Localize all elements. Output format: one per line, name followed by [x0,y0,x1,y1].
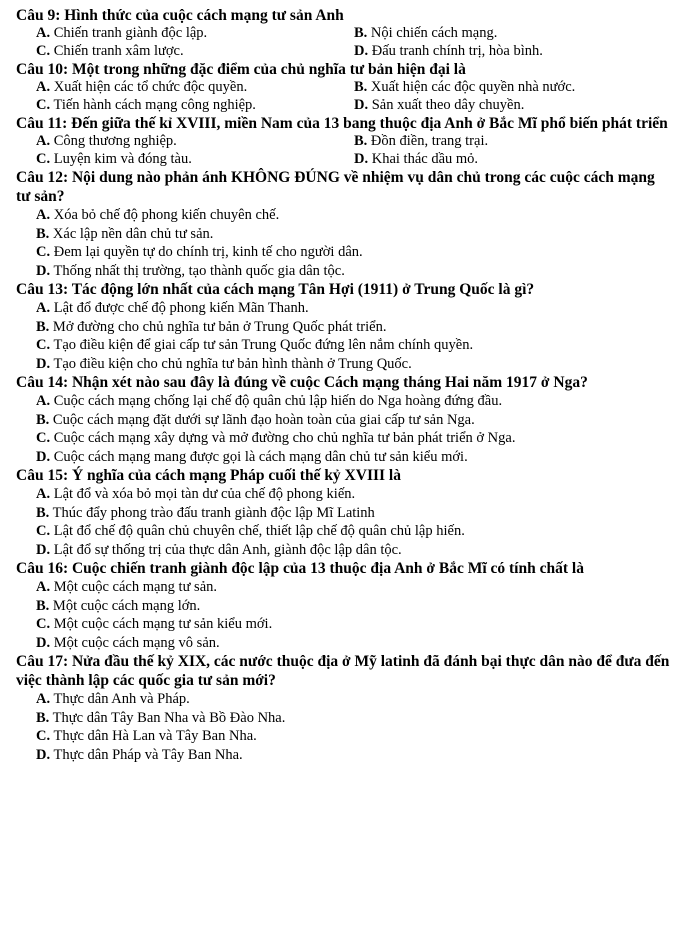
option-text: Lật đổ và xóa bỏ mọi tàn dư của chế độ phong kiến. [53,486,356,502]
question-title [16,280,672,299]
option-c [16,243,672,262]
option-label: C. [36,42,51,59]
option-c [36,97,354,115]
option-label: B. [36,504,50,521]
options-row [16,133,672,151]
option-text: Thực dân Anh và Pháp. [53,691,190,707]
option-label: D. [36,634,51,651]
option-text: Nội chiến cách mạng. [370,25,498,41]
option-label: A. [36,486,51,502]
question-number: Câu 13: [16,281,69,298]
option-c [16,336,672,355]
option-c [36,43,354,61]
question-number: Câu 12: [16,169,69,186]
option-label: C. [36,337,51,353]
option-a [16,578,672,597]
option-label: B. [36,709,50,726]
option-d [16,634,672,653]
option-text: Lật đổ chế độ quân chủ chuyên chế, thiết lập chế độ quân chủ lập hiến. [53,523,465,539]
question-text: Nửa đầu thế kỷ XIX, các nước thuộc địa ở Mỹ latinh đã đánh bại thực dân nào để đưa đến việc thành lập các quốc gia tư sản mới? [16,653,670,689]
option-label: A. [36,300,51,316]
question-number: Câu 15: [16,467,69,484]
question-text: Một trong những đặc điểm của chủ nghĩa tư bản hiện đại là [71,61,466,78]
option-text: Đồn điền, trang trại. [370,133,489,149]
option-a [36,25,354,43]
question-title [16,114,672,133]
option-text: Xác lập nền dân chủ tư sản. [52,225,214,242]
option-d [354,151,672,169]
option-label: C. [36,728,51,744]
option-c [16,615,672,634]
option-label: A. [36,691,51,707]
option-label: D. [36,541,51,558]
option-text: Luyện kim và đóng tàu. [53,150,192,167]
option-label: A. [36,25,51,41]
option-text: Công thương nghiệp. [53,133,177,149]
option-text: Một cuộc cách mạng lớn. [52,597,201,614]
question-13 [16,280,672,373]
option-text: Một cuộc cách mạng vô sản. [53,634,220,651]
question-title [16,652,672,690]
option-text: Sản xuất theo dây chuyền. [371,96,525,113]
option-label: B. [354,79,368,95]
option-a [36,79,354,97]
option-text: Chiến tranh giành độc lập. [53,25,208,41]
options-row [16,43,672,61]
option-text: Cuộc cách mạng đặt dưới sự lãnh đạo hoàn toàn của giai cấp tư sản Nga. [52,411,475,428]
option-d [354,43,672,61]
option-d [16,541,672,560]
option-b [16,709,672,728]
option-a [16,392,672,411]
option-label: D. [354,42,369,59]
option-text: Lật đổ được chế độ phong kiến Mãn Thanh. [53,300,309,316]
options-row [16,97,672,115]
option-text: Một cuộc cách mạng tư sản. [53,579,218,595]
option-label: B. [36,225,50,242]
option-label: D. [36,355,51,372]
option-text: Chiến tranh xâm lược. [53,42,184,59]
option-text: Thúc đẩy phong trào đấu tranh giành độc lập Mĩ Latinh [52,504,375,521]
question-17 [16,652,672,764]
option-text: Thực dân Pháp và Tây Ban Nha. [53,746,243,763]
question-title [16,559,672,578]
option-text: Lật đổ sự thống trị của thực dân Anh, giành độc lập dân tộc. [53,541,402,558]
option-text: Đấu tranh chính trị, hòa bình. [371,42,543,59]
option-label: C. [36,616,51,632]
question-number: Câu 17: [16,653,69,670]
options-row [16,25,672,43]
question-number: Câu 9: [16,7,61,24]
option-text: Một cuộc cách mạng tư sản kiểu mới. [53,616,273,632]
option-text: Tạo điều kiện để giai cấp tư sản Trung Quốc đứng lên nắm chính quyền. [53,337,474,353]
question-title [16,6,672,25]
question-14 [16,373,672,466]
option-b [16,225,672,244]
question-text: Tác động lớn nhất của cách mạng Tân Hợi (1911) ở Trung Quốc là gì? [71,281,535,298]
option-text: Cuộc cách mạng mang được gọi là cách mạng dân chủ tư sản kiểu mới. [53,448,468,465]
option-text: Tiến hành cách mạng công nghiệp. [53,96,256,113]
option-label: B. [36,318,50,335]
question-10 [16,60,672,114]
question-16 [16,559,672,652]
option-a [16,690,672,709]
option-c [16,522,672,541]
question-text: Cuộc chiến tranh giành độc lập của 13 thuộc địa Anh ở Bắc Mĩ có tính chất là [71,560,584,577]
question-11 [16,114,672,168]
option-label: A. [36,579,51,595]
option-label: B. [36,411,50,428]
option-label: D. [354,150,369,167]
option-a [16,206,672,225]
option-label: A. [36,133,51,149]
question-text: Nhận xét nào sau đây là đúng về cuộc Cách mạng tháng Hai năm 1917 ở Nga? [71,374,588,391]
option-label: D. [36,746,51,763]
option-b [16,597,672,616]
option-text: Xuất hiện các tổ chức độc quyền. [53,79,248,95]
option-d [16,262,672,281]
option-text: Tạo điều kiện cho chủ nghĩa tư bản hình thành ở Trung Quốc. [53,355,412,372]
question-title [16,466,672,485]
option-text: Thống nhất thị trường, tạo thành quốc gia dân tộc. [53,262,345,279]
question-text: Hình thức của cuộc cách mạng tư sản Anh [64,7,344,24]
options-row [16,79,672,97]
question-text: Đến giữa thế kỉ XVIII, miền Nam của 13 bang thuộc địa Anh ở Bắc Mĩ phổ biến phát triển [71,115,668,132]
option-text: Cuộc cách mạng xây dựng và mở đường cho chủ nghĩa tư bản phát triển ở Nga. [53,430,516,446]
option-b [16,318,672,337]
option-label: D. [36,262,51,279]
option-d [16,746,672,765]
option-label: C. [36,430,51,446]
question-12 [16,168,672,280]
question-9 [16,6,672,60]
option-d [16,355,672,374]
question-text: Ý nghĩa của cách mạng Pháp cuối thế kỷ XVIII là [71,467,401,484]
question-title [16,373,672,392]
option-label: C. [36,150,51,167]
option-label: B. [36,597,50,614]
question-title [16,168,672,206]
question-title [16,60,672,79]
option-label: A. [36,393,51,409]
option-d [354,97,672,115]
option-label: B. [354,25,368,41]
option-label: D. [36,448,51,465]
option-b [354,25,672,43]
option-a [16,299,672,318]
question-number: Câu 16: [16,560,69,577]
option-text: Thực dân Hà Lan và Tây Ban Nha. [53,728,257,744]
question-15 [16,466,672,559]
option-label: D. [354,96,369,113]
option-b [354,79,672,97]
question-number: Câu 14: [16,374,69,391]
option-c [16,429,672,448]
option-label: A. [36,207,51,223]
option-text: Thực dân Tây Ban Nha và Bồ Đào Nha. [52,709,286,726]
option-text: Mở đường cho chủ nghĩa tư bản ở Trung Quốc phát triển. [52,318,387,335]
option-text: Xóa bỏ chế độ phong kiến chuyên chế. [53,207,280,223]
option-label: A. [36,79,51,95]
option-text: Xuất hiện các độc quyền nhà nước. [370,79,576,95]
option-label: C. [36,96,51,113]
options-row [16,151,672,169]
option-b [16,504,672,523]
option-text: Cuộc cách mạng chống lại chế độ quân chủ lập hiến do Nga hoàng đứng đầu. [53,393,503,409]
option-c [16,727,672,746]
option-label: C. [36,244,51,260]
option-b [354,133,672,151]
option-d [16,448,672,467]
option-a [16,485,672,504]
option-a [36,133,354,151]
option-label: C. [36,523,51,539]
option-b [16,411,672,430]
option-text: Khai thác dầu mỏ. [371,150,479,167]
option-label: B. [354,133,368,149]
option-text: Đem lại quyền tự do chính trị, kinh tế cho người dân. [53,244,363,260]
question-number: Câu 10: [16,61,69,78]
question-text: Nội dung nào phản ánh KHÔNG ĐÚNG về nhiệm vụ dân chủ trong các cuộc cách mạng tư sản? [16,169,655,205]
option-c [36,151,354,169]
question-number: Câu 11: [16,115,68,132]
